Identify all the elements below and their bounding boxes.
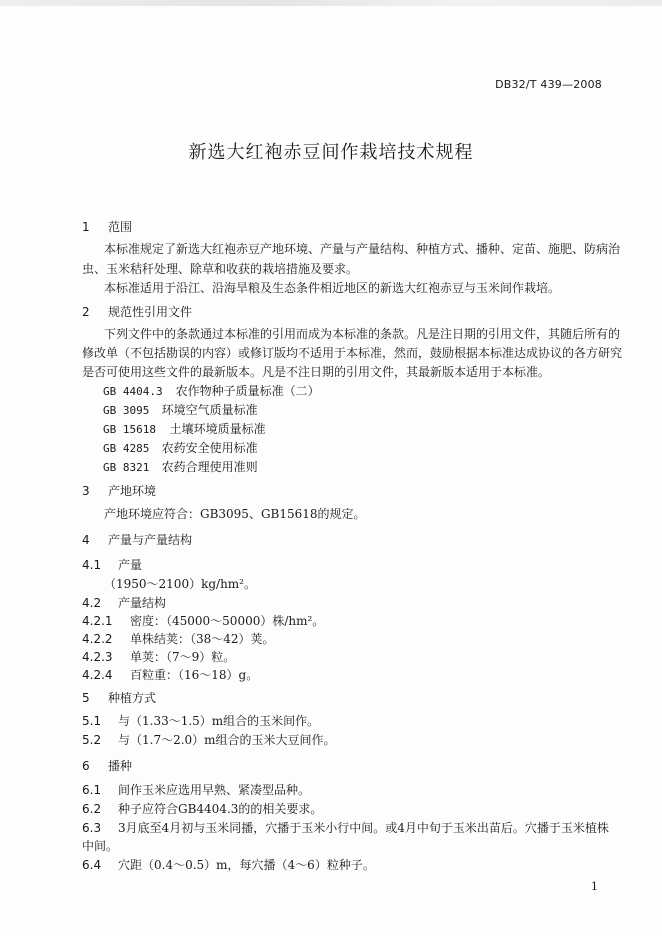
item-number: 6.2 xyxy=(82,802,102,816)
yield-structure-item xyxy=(82,668,258,682)
scope-paragraph-line-2: 虫、玉米秸秆处理、除草和收获的栽培措施及要求。 xyxy=(82,262,359,276)
section-title: 播种 xyxy=(108,759,133,773)
section-2-heading xyxy=(82,305,192,319)
item-number: 4.2.1 xyxy=(82,614,113,628)
reference-code: GB 8321 xyxy=(103,461,150,474)
item-text: 密度：（45000～50000）株/hm²。 xyxy=(130,614,325,628)
planting-method-item xyxy=(82,733,336,747)
standard-code: DB32/T 439—2008 xyxy=(495,78,602,91)
section-1-heading xyxy=(82,220,132,234)
sowing-item xyxy=(82,821,609,835)
section-number: 6 xyxy=(82,759,90,773)
item-text: 单荚：（7～9）粒。 xyxy=(130,650,236,664)
reference-name: 环境空气质量标准 xyxy=(161,403,258,417)
reference-name: 农药合理使用准则 xyxy=(161,460,258,474)
reference-code: GB 4285 xyxy=(103,442,150,455)
reference-name: 土壤环境质量标准 xyxy=(169,422,266,436)
references-paragraph-line-3: 是否可使用这些文件的最新版本。凡是不注日期的引用文件，其最新版本适用于本标准。 xyxy=(82,365,551,379)
sowing-item-continuation: 中间。 xyxy=(82,839,119,853)
subsection-4-1-heading xyxy=(82,558,142,572)
references-paragraph-line-1: 下列文件中的条款通过本标准的引用而成为本标准的条款。凡是注日期的引用文件，其随后所有的 xyxy=(104,327,621,341)
document-title: 新选大红袍赤豆间作栽培技术规程 xyxy=(188,142,474,163)
item-text: 与（1.33～1.5）m组合的玉米间作。 xyxy=(118,714,320,728)
item-number: 4.2.3 xyxy=(82,650,113,664)
reference-name: 农作物种子质量标准（二） xyxy=(175,384,320,398)
item-text: 3月底至4月初与玉米同播，穴播于玉米小行中间。或4月中旬于玉米出苗后。穴播于玉米植株 xyxy=(118,821,609,835)
section-number: 4 xyxy=(82,533,90,547)
section-title: 范围 xyxy=(108,220,133,234)
item-number: 6.1 xyxy=(82,783,102,797)
item-number: 5.2 xyxy=(82,733,102,747)
section-number: 5 xyxy=(82,691,90,705)
section-title: 种植方式 xyxy=(108,691,157,705)
item-number: 4.2.2 xyxy=(82,632,113,646)
item-number: 4.2.4 xyxy=(82,668,113,682)
scope-applicability: 本标准适用于沿江、沿海旱粮及生态条件相近地区的新选大红袍赤豆与玉米间作栽培。 xyxy=(104,281,561,295)
subsection-title: 产量结构 xyxy=(118,596,167,610)
item-text: 百粒重：（16～18）g。 xyxy=(130,668,259,682)
section-title: 产地环境 xyxy=(108,484,157,498)
reference-item xyxy=(103,403,258,418)
scan-top-edge xyxy=(0,0,662,6)
reference-item xyxy=(103,441,258,456)
yield-structure-item xyxy=(82,650,235,664)
reference-item xyxy=(103,384,320,399)
yield-structure-item xyxy=(82,614,324,628)
scope-paragraph-line-1: 本标准规定了新选大红袍赤豆产地环境、产量与产量结构、种植方式、播种、定苗、施肥、防病治 xyxy=(104,242,621,256)
section-6-heading xyxy=(82,759,132,773)
section-3-heading xyxy=(82,484,156,498)
environment-paragraph: 产地环境应符合：GB3095、GB15618的规定。 xyxy=(104,507,366,521)
subsection-title: 产量 xyxy=(118,558,143,572)
subsection-number: 4.1 xyxy=(82,558,102,572)
reference-item xyxy=(103,460,258,475)
item-text: 穴距（0.4～0.5）m，每穴播（4～6）粒种子。 xyxy=(118,858,375,872)
reference-code: GB 15618 xyxy=(103,423,156,436)
item-text: 种子应符合GB4404.3的的相关要求。 xyxy=(118,802,323,816)
item-text: 单株结荚：（38～42）荚。 xyxy=(130,632,275,646)
section-number: 2 xyxy=(82,305,90,319)
yield-value: （1950～2100）kg/hm²。 xyxy=(104,577,256,591)
sowing-item xyxy=(82,858,375,872)
yield-structure-item xyxy=(82,632,275,646)
section-number: 1 xyxy=(82,220,90,234)
references-paragraph-line-2: 修改单（不包括勘误的内容）或修订版均不适用于本标准，然而，鼓励根据本标准达成协议的各方研究 xyxy=(82,346,623,360)
section-title: 规范性引用文件 xyxy=(108,305,193,319)
reference-code: GB 3095 xyxy=(103,404,150,417)
reference-item xyxy=(103,422,266,437)
section-number: 3 xyxy=(82,484,90,498)
item-text: 间作玉米应选用早熟、紧凑型品种。 xyxy=(118,783,311,797)
item-text: 与（1.7～2.0）m组合的玉米大豆间作。 xyxy=(118,733,336,747)
section-title: 产量与产量结构 xyxy=(108,533,193,547)
section-4-heading xyxy=(82,533,192,547)
subsection-number: 4.2 xyxy=(82,596,102,610)
item-number: 6.4 xyxy=(82,858,102,872)
sowing-item xyxy=(82,802,322,816)
section-5-heading xyxy=(82,691,156,705)
reference-name: 农药安全使用标准 xyxy=(161,441,258,455)
item-number: 5.1 xyxy=(82,714,102,728)
page-number: 1 xyxy=(591,880,598,893)
planting-method-item xyxy=(82,714,319,728)
sowing-item xyxy=(82,783,310,797)
reference-code: GB 4404.3 xyxy=(103,385,163,398)
subsection-4-2-heading xyxy=(82,596,166,610)
item-number: 6.3 xyxy=(82,821,102,835)
